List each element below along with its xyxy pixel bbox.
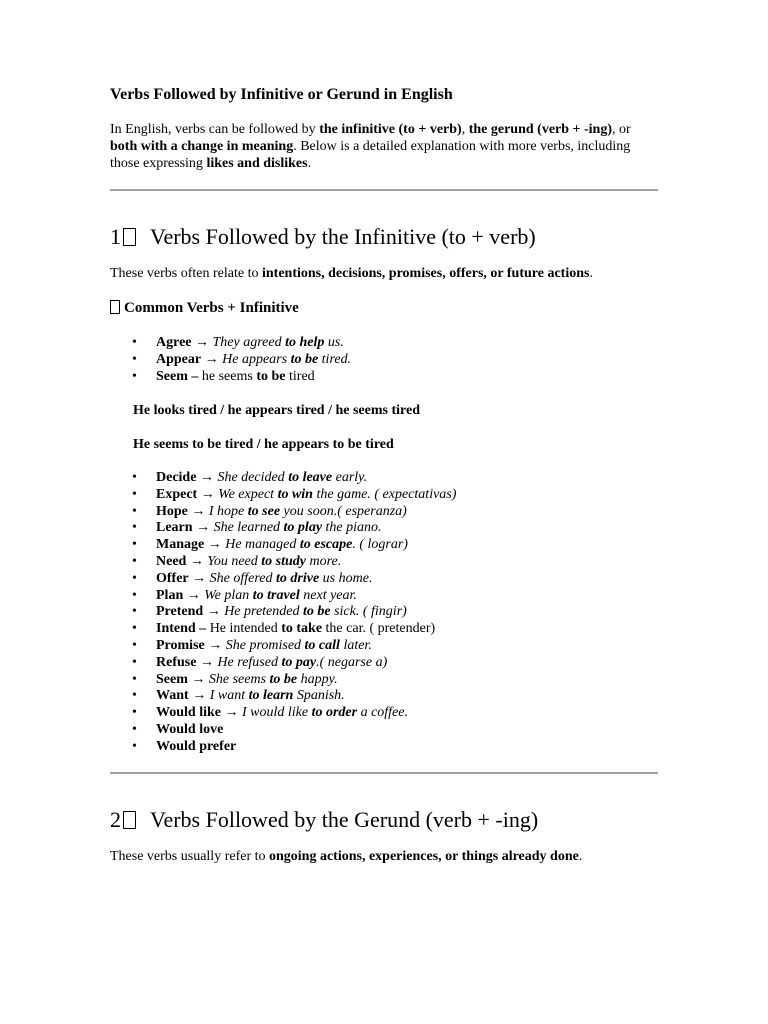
- arrow-separator: →: [191, 335, 213, 350]
- example-infinitive: to study: [261, 553, 306, 569]
- intro-text: In English, verbs can be followed by: [110, 122, 320, 137]
- example-sentence: [210, 571, 373, 586]
- example-text: We expect: [218, 486, 278, 502]
- verb-label: Want: [156, 688, 189, 704]
- example-text: I would like: [241, 705, 312, 721]
- intro-bold-infinitive: the infinitive (to + verb): [319, 122, 462, 137]
- list-item: [110, 722, 456, 739]
- section2-heading-text: Verbs Followed by the Gerund (verb + -ing): [150, 807, 539, 832]
- example-sentence: [224, 604, 407, 619]
- example-text: I hope: [208, 503, 248, 519]
- verb-label: Pretend: [156, 604, 204, 620]
- verb-list-a: [110, 335, 351, 385]
- arrow-separator: →: [196, 654, 218, 670]
- example-infinitive: to see: [247, 503, 281, 519]
- intro-paragraph: [110, 121, 650, 172]
- example-text: He appears: [222, 351, 291, 367]
- horizontal-rule: [110, 772, 658, 774]
- keycap-icon: [123, 228, 136, 246]
- example-text: the game. ( expectativas): [312, 486, 457, 502]
- list-item: [110, 369, 351, 386]
- list-item: [110, 487, 456, 504]
- verb-label: Seem: [156, 671, 188, 687]
- example-text: She learned: [213, 520, 284, 536]
- arrow-separator: →: [220, 705, 242, 721]
- arrow-separator: →: [203, 604, 225, 620]
- example-sentence: [226, 638, 372, 653]
- example-infinitive: to pay: [281, 654, 317, 670]
- verb-label: Need: [156, 553, 187, 569]
- example-text: happy.: [297, 671, 338, 687]
- arrow-separator: →: [188, 570, 210, 586]
- arrow-separator: →: [186, 553, 208, 569]
- intro-bold-gerund: the gerund (verb + -ing): [468, 122, 613, 137]
- example-infinitive: to travel: [252, 587, 300, 603]
- verb-label: Appear: [156, 351, 202, 367]
- example-text: I want: [209, 688, 249, 704]
- arrow-separator: →: [187, 503, 209, 519]
- example-infinitive: to play: [283, 520, 323, 536]
- example-sentence: [213, 335, 344, 350]
- verb-label: Agree: [156, 335, 192, 350]
- horizontal-rule: [110, 189, 658, 191]
- example-text: us home.: [319, 570, 373, 586]
- section1-desc-bold: intentions, decisions, promises, offers, or future actions: [262, 266, 590, 281]
- list-item: [110, 638, 456, 655]
- example-text: tired.: [318, 351, 352, 367]
- example-sentence: [214, 520, 382, 535]
- example-text: He pretended: [224, 604, 303, 620]
- example-sentence: [218, 487, 456, 502]
- example-text: We plan: [204, 587, 253, 603]
- example-sentence: [217, 655, 387, 670]
- example-text: early.: [332, 470, 368, 485]
- list-item: [110, 739, 456, 756]
- arrow-separator: →: [204, 637, 226, 653]
- example-text: a coffee.: [357, 705, 408, 721]
- verb-label: Manage: [156, 537, 205, 553]
- section2-heading: [110, 807, 538, 833]
- example-text: . ( lograr): [352, 537, 408, 553]
- intro-text: ,: [461, 122, 469, 137]
- example-sentence: [210, 688, 345, 703]
- example-text: She promised: [225, 637, 305, 653]
- example-infinitive: to learn: [248, 688, 294, 704]
- intro-text: . Below is a detailed explanation with more verbs, including those expressing: [110, 139, 631, 171]
- example-text: next year.: [299, 587, 357, 603]
- list-item: [110, 588, 456, 605]
- example-sentence: [209, 504, 407, 519]
- example-text: he seems: [201, 368, 257, 384]
- example-sentence: [207, 554, 341, 569]
- example-infinitive: to be: [269, 671, 298, 687]
- verb-label: Seem –: [156, 368, 199, 384]
- subheading-text: Common Verbs + Infinitive: [124, 300, 299, 316]
- verb-list-b: [110, 470, 456, 756]
- verb-label: Decide: [156, 470, 197, 485]
- note-looks-tired: He looks tired / he appears tired / he seems tired: [133, 403, 420, 418]
- list-item: [110, 504, 456, 521]
- verb-label: Would love: [156, 721, 224, 737]
- example-infinitive: to be: [290, 351, 319, 367]
- section2-desc-bold: ongoing actions, experiences, or things already done: [269, 849, 579, 864]
- example-sentence: [209, 672, 338, 687]
- list-item: [110, 604, 456, 621]
- arrow-separator: →: [188, 688, 210, 704]
- example-text: us.: [324, 335, 344, 350]
- example-infinitive: to leave: [288, 470, 333, 485]
- example-infinitive: to win: [277, 486, 313, 502]
- example-text: He managed: [225, 537, 300, 553]
- example-text: you soon.( esperanza): [280, 503, 407, 519]
- example-sentence: [217, 470, 367, 485]
- example-text: You need: [207, 553, 262, 569]
- example-infinitive: to help: [285, 335, 325, 350]
- section1-description: [110, 266, 593, 282]
- arrow-separator: →: [196, 470, 218, 485]
- example-text: She seems: [208, 671, 270, 687]
- list-item: [110, 520, 456, 537]
- example-text: later.: [339, 637, 372, 653]
- section1-subheading: [110, 300, 299, 317]
- example-infinitive: to call: [304, 637, 340, 653]
- example-infinitive: to take: [281, 621, 323, 637]
- verb-label: Expect: [156, 486, 198, 502]
- arrow-separator: →: [201, 351, 223, 367]
- list-item: [110, 571, 456, 588]
- verb-label: Offer: [156, 570, 189, 586]
- example-text: She decided: [217, 470, 289, 485]
- section1-number: 1: [110, 224, 121, 249]
- keycap-icon: [123, 811, 136, 829]
- list-item: [110, 621, 456, 638]
- example-text: He intended: [209, 621, 282, 637]
- example-text: Spanish.: [293, 688, 345, 704]
- example-text: the piano.: [322, 520, 382, 536]
- section1-heading-text: Verbs Followed by the Infinitive (to + verb): [150, 224, 536, 249]
- arrow-separator: →: [183, 587, 205, 603]
- intro-text: , or: [612, 122, 631, 137]
- section1-desc-end: .: [589, 266, 593, 281]
- example-sentence: [222, 352, 351, 367]
- verb-label: Plan: [156, 587, 184, 603]
- example-text: tired: [285, 368, 315, 384]
- example-text: She offered: [209, 570, 277, 586]
- section2-description: [110, 849, 582, 865]
- list-item: [110, 655, 456, 672]
- intro-text: .: [307, 156, 312, 171]
- example-sentence: [204, 588, 357, 603]
- example-sentence: [225, 537, 408, 552]
- list-item: [110, 688, 456, 705]
- list-item: [110, 335, 351, 352]
- example-text: They agreed: [212, 335, 286, 350]
- example-infinitive: to be: [302, 604, 331, 620]
- document-title: Verbs Followed by Infinitive or Gerund in English: [110, 86, 453, 103]
- example-text: the car. ( pretender): [322, 621, 436, 637]
- verb-label: Would like: [156, 705, 221, 721]
- example-infinitive: to escape: [299, 537, 353, 553]
- arrow-separator: →: [187, 671, 209, 687]
- list-item: [110, 470, 456, 487]
- checkmark-icon: [110, 300, 120, 314]
- example-text: He refused: [217, 654, 282, 670]
- verb-label: Intend –: [156, 621, 207, 637]
- section1-desc-text: These verbs often relate to: [110, 266, 262, 281]
- example-infinitive: to order: [311, 705, 358, 721]
- note-seems-to-be-tired: He seems to be tired / he appears to be tired: [133, 437, 394, 452]
- example-sentence: [202, 369, 315, 384]
- list-item: [110, 705, 456, 722]
- example-text: .( negarse a): [316, 654, 388, 670]
- intro-bold-both: both with a change in meaning: [110, 139, 294, 154]
- verb-label: Promise: [156, 637, 205, 653]
- arrow-separator: →: [204, 537, 226, 553]
- example-text: sick. ( fingir): [330, 604, 407, 620]
- verb-label: Would prefer: [156, 738, 237, 754]
- verb-label: Hope: [156, 503, 188, 519]
- list-item: [110, 352, 351, 369]
- section1-heading: [110, 224, 536, 250]
- list-item: [110, 554, 456, 571]
- section2-desc-end: .: [578, 849, 583, 864]
- example-infinitive: to be: [256, 368, 286, 384]
- intro-bold-likes: likes and dislikes: [206, 156, 308, 171]
- verb-label: Learn: [156, 520, 193, 536]
- arrow-separator: →: [192, 520, 214, 536]
- verb-label: Refuse: [156, 654, 197, 670]
- section2-desc-text: These verbs usually refer to: [110, 849, 269, 864]
- example-infinitive: to drive: [276, 570, 320, 586]
- example-sentence: [242, 705, 408, 720]
- arrow-separator: →: [197, 486, 219, 502]
- section2-number: 2: [110, 807, 121, 832]
- example-sentence: [210, 621, 435, 636]
- list-item: [110, 672, 456, 689]
- example-text: more.: [306, 553, 342, 569]
- list-item: [110, 537, 456, 554]
